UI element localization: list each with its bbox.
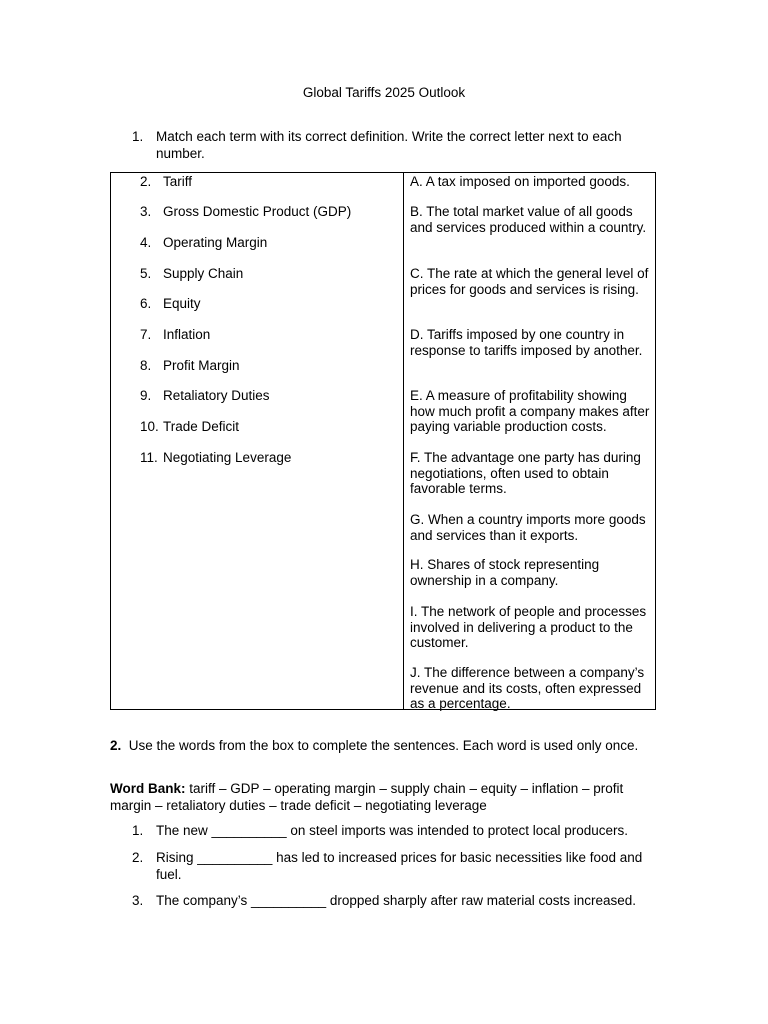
term-item (140, 174, 192, 190)
sentence-text: Rising __________ has led to increased prices for basic necessities like food and fuel. (156, 850, 643, 882)
term-number: 10. (140, 419, 159, 434)
term-item (140, 327, 210, 343)
sentence-item (132, 822, 652, 839)
sentence-text: The new __________ on steel imports was intended to protect local producers. (156, 823, 629, 838)
sentence-number: 2. (132, 850, 144, 865)
definition-f: F. The advantage one party has during negotiations, often used to obtain favorable terms. (410, 450, 641, 496)
term-number: 3. (140, 204, 152, 219)
definition-c: C. The rate at which the general level of prices for goods and services is rising. (410, 266, 649, 297)
term-number: 2. (140, 174, 152, 189)
sentence-number: 1. (132, 823, 144, 838)
term-label: Profit Margin (163, 358, 240, 373)
table-divider (403, 173, 404, 709)
term-item (140, 235, 267, 251)
definition-e: E. A measure of profitability showing how much profit a company makes after paying variable production costs. (410, 388, 650, 434)
term-item (140, 450, 291, 466)
definition-b: B. The total market value of all goods and services produced within a country. (410, 204, 647, 235)
term-item (140, 358, 240, 374)
term-label: Gross Domestic Product (GDP) (163, 204, 352, 219)
term-item (140, 266, 243, 282)
term-item (140, 296, 201, 312)
term-label: Operating Margin (163, 235, 268, 250)
question-2-instruction: Use the words from the box to complete the sentences. Each word is used only once. (128, 738, 639, 753)
definition-h: H. Shares of stock representing ownership in a company. (410, 557, 600, 588)
question-1-number: 1. (132, 129, 144, 144)
definition-g: G. When a country imports more goods and services than it exports. (410, 512, 646, 543)
term-label: Equity (163, 296, 201, 311)
word-bank-words: tariff – GDP – operating margin – supply chain – equity – inflation – profit margin – retaliatory duties – trade deficit – negotiating leverage (110, 781, 624, 813)
term-label: Retaliatory Duties (163, 388, 270, 403)
term-number: 7. (140, 327, 152, 342)
term-number: 5. (140, 266, 152, 281)
term-item (140, 204, 351, 220)
question-2 (110, 737, 650, 754)
term-label: Supply Chain (163, 266, 244, 281)
term-number: 11. (140, 450, 158, 465)
term-label: Tariff (163, 174, 193, 189)
page-title: Global Tariffs 2025 Outlook (302, 85, 466, 100)
question-2-number: 2. (110, 738, 122, 753)
term-number: 9. (140, 388, 152, 403)
question-1-instruction: Match each term with its correct definition. Write the correct letter next to each number. (156, 129, 622, 161)
term-item (140, 419, 239, 435)
definition-i: I. The network of people and processes involved in delivering a product to the customer. (410, 604, 647, 650)
matching-table (110, 172, 656, 710)
definition-j: J. The difference between a company’s revenue and its costs, often expressed as a percentage. (410, 665, 645, 711)
term-label: Inflation (163, 327, 211, 342)
definition-a: A. A tax imposed on imported goods. (410, 174, 630, 189)
term-number: 4. (140, 235, 152, 250)
sentence-item (132, 892, 652, 909)
term-item (140, 388, 270, 404)
term-label: Trade Deficit (163, 419, 240, 434)
sentence-text: The company’s __________ dropped sharply after raw material costs increased. (156, 893, 637, 908)
term-label: Negotiating Leverage (163, 450, 292, 465)
term-number: 8. (140, 358, 152, 373)
word-bank-label: Word Bank: (110, 781, 186, 796)
word-bank (110, 780, 655, 814)
question-1 (132, 128, 662, 162)
definition-d: D. Tariffs imposed by one country in response to tariffs imposed by another. (410, 327, 643, 358)
sentence-number: 3. (132, 893, 144, 908)
sentence-item (132, 849, 652, 883)
term-number: 6. (140, 296, 152, 311)
